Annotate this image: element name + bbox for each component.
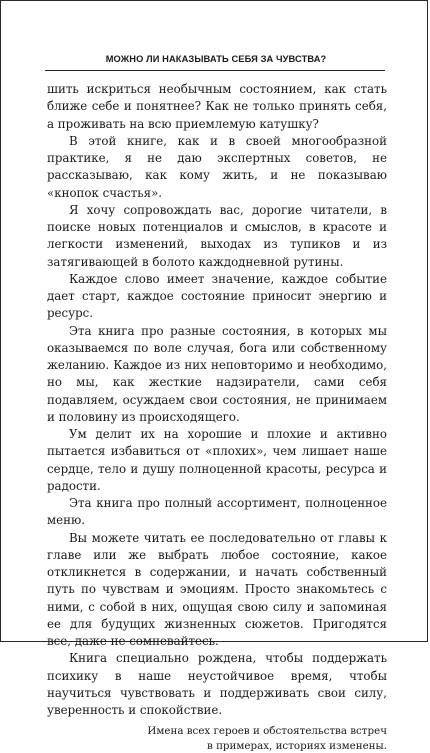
disclaimer-line: Имена всех героев и обстоятельства встреч — [147, 725, 387, 738]
running-header: МОЖНО ЛИ НАКАЗЫВАТЬ СЕБЯ ЗА ЧУВСТВА? — [105, 54, 327, 64]
paragraph: Книга специально рождена, чтобы поддержать психику в наше неустойчивое время, чтобы научиться чувствовать и поддерживать свои силу, уверенность и спокойствие. — [47, 651, 387, 717]
paragraph: Я хочу сопровождать вас, дорогие читатели, в поиске новых потенциалов и смыслов, в красоте и легкости изменений, выходах из тупиков и из затягивающей в болото каждодневной рутины. — [47, 202, 387, 269]
header-rule — [45, 70, 385, 71]
paragraph: Эта книга про разные состояния, в которых мы оказываемся по воле случая, бога или собственному желанию. Каждое из них неповторимо и необходимо, но мы, как жесткие надзиратели, сами себя подавляем, осуждаем свои состояния, не принимаем и половину из происходящего. — [47, 323, 387, 424]
disclaimer-note — [47, 724, 387, 753]
paragraph: Ум делит их на хорошие и плохие и активно пытается избавиться от «плохих», чем лишает наше сердце, тело и душу полноценной красоты, ресурса и радости. — [47, 427, 387, 493]
paragraph: Эта книга про полный ассортимент, полноценное меню. — [47, 496, 387, 528]
paragraph: Каждое слово имеет значение, каждое событие дает старт, каждое состояние приносит энергию и ресурс. — [47, 271, 387, 321]
paragraph: Вы можете читать ее последовательно от главы к главе или же выбрать любое состояние, какое откликнется в содержании, и начать собственный путь по чувствам и эмоциям. Просто знакомьтесь с ними, с собой в них, ощущая свою силу и запоминая ее для будущих жизненных сюжетов. Пригодятся все, даже не сомневайтесь. — [47, 530, 387, 648]
paragraph: В этой книге, как и в своей многообразной практике, я не даю экспертных советов, не рассказываю, как кому жить, и не показываю «кнопок счастья». — [47, 133, 387, 200]
paragraph-continued: шить искриться необычным состоянием, как стать ближе себе и понятнее? Как не только принять себя, а проживать на всю приемлемую катушку? — [47, 82, 387, 131]
page-body — [47, 81, 387, 753]
disclaimer-line: в примерах, историях изменены. — [207, 739, 387, 752]
